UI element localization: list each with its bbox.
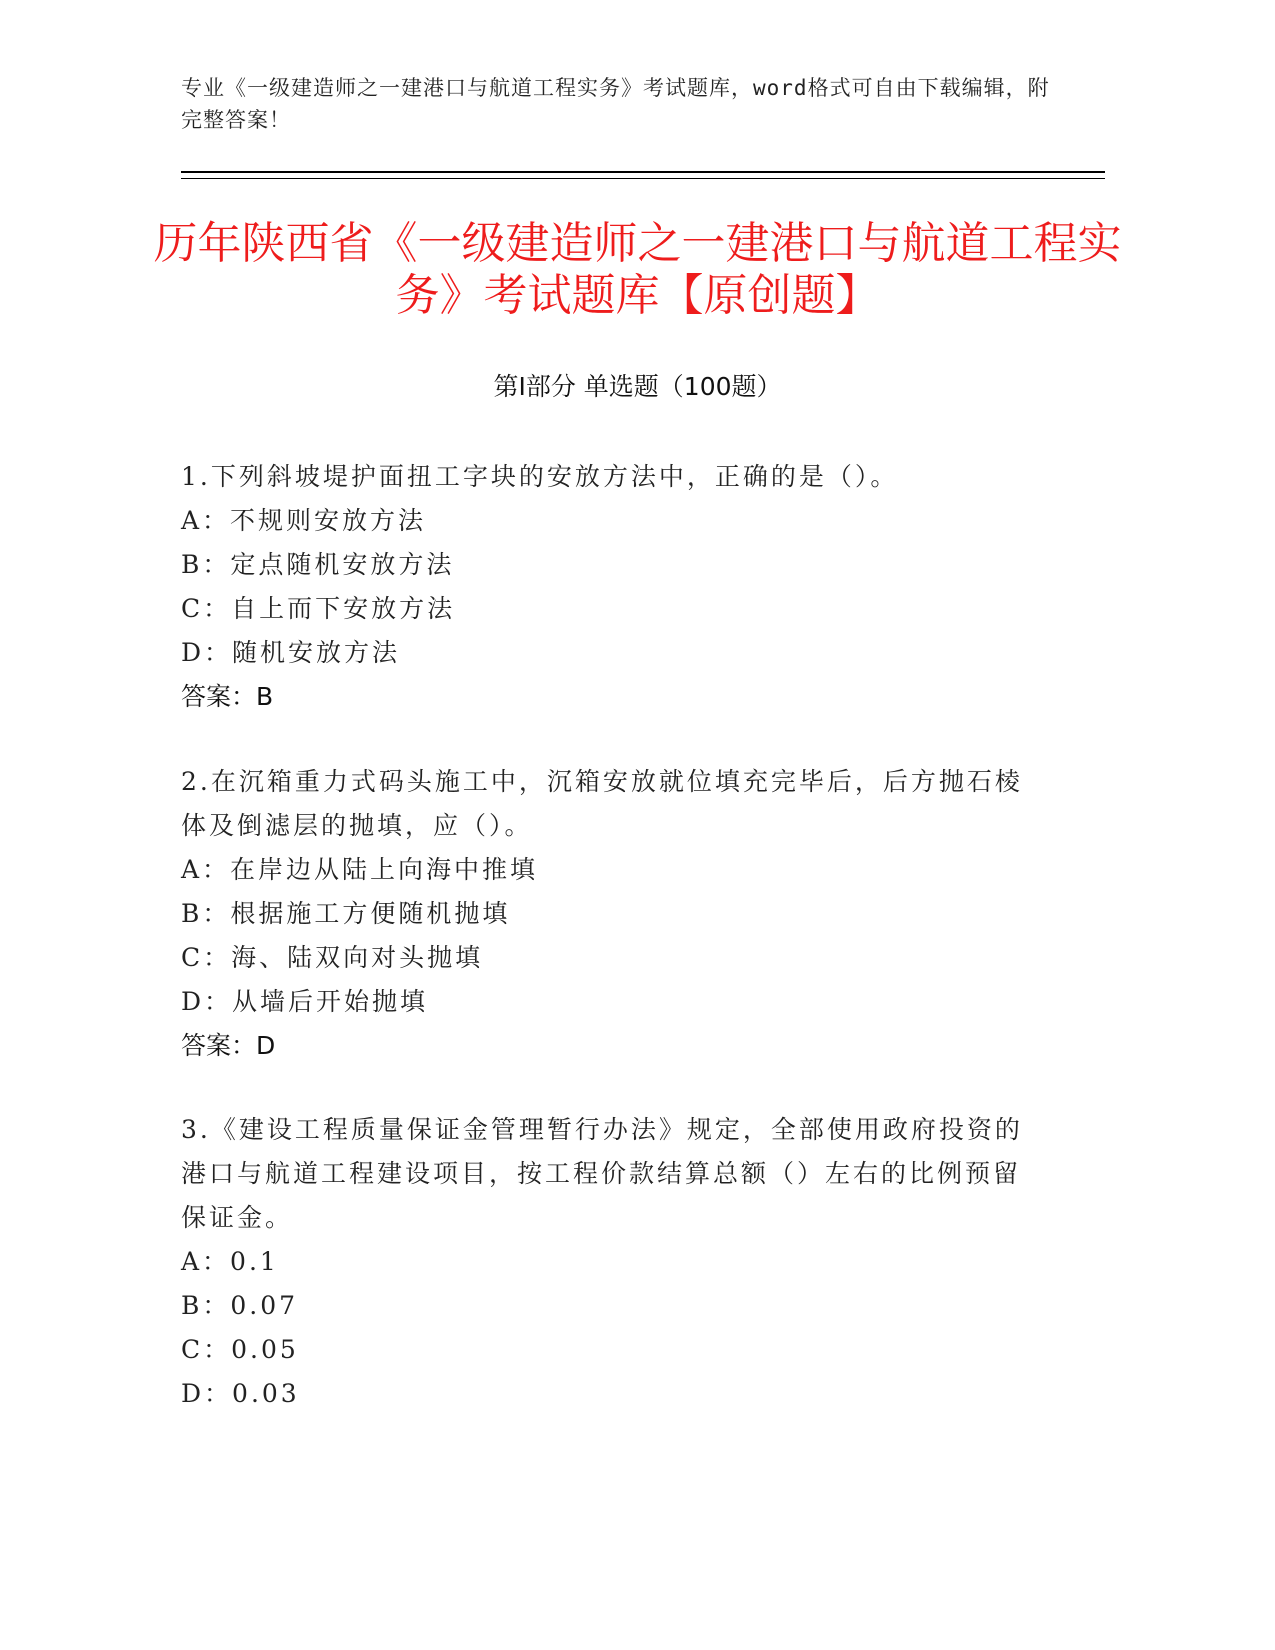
- option-b: B：0.07: [181, 1291, 299, 1320]
- option-d: D：从墙后开始抛填: [181, 987, 429, 1016]
- option-d: D：随机安放方法: [181, 638, 401, 667]
- header-rule-thick: [181, 171, 1105, 173]
- document-title: 历年陕西省《一级建造师之一建港口与航道工程实务》考试题库【原创题】: [153, 218, 1122, 321]
- section-heading: 第Ⅰ部分 单选题（100题）: [493, 372, 782, 401]
- answer: 答案：D: [181, 1031, 276, 1060]
- option-c: C：自上而下安放方法: [181, 594, 456, 623]
- option-a: A：不规则安放方法: [181, 506, 427, 535]
- option-c: C：海、陆双向对头抛填: [181, 943, 484, 972]
- answer: 答案：B: [181, 682, 274, 711]
- question-stem: 2.在沉箱重力式码头施工中，沉箱安放就位填充完毕后，后方抛石棱体及倒滤层的抛填，应（）。: [181, 767, 1023, 840]
- question-stem: 3.《建设工程质量保证金管理暂行办法》规定，全部使用政府投资的港口与航道工程建设项目，按工程价款结算总额（）左右的比例预留保证金。: [181, 1115, 1023, 1232]
- option-a: A：在岸边从陆上向海中推填: [181, 855, 539, 884]
- option-c: C：0.05: [181, 1335, 299, 1364]
- option-d: D：0.03: [181, 1379, 300, 1408]
- question-2: [181, 760, 1031, 1068]
- option-a: A：0.1: [181, 1247, 279, 1276]
- option-b: B：根据施工方便随机抛填: [181, 899, 511, 928]
- question-1: [181, 455, 1031, 719]
- header-rule-thin: [181, 178, 1105, 179]
- header-note: 专业《一级建造师之一建港口与航道工程实务》考试题库，word格式可自由下载编辑，附完整答案！: [181, 76, 1050, 132]
- option-b: B：定点随机安放方法: [181, 550, 455, 579]
- question-3: [181, 1108, 1031, 1416]
- question-stem: 1.下列斜坡堤护面扭工字块的安放方法中，正确的是（）。: [181, 462, 899, 491]
